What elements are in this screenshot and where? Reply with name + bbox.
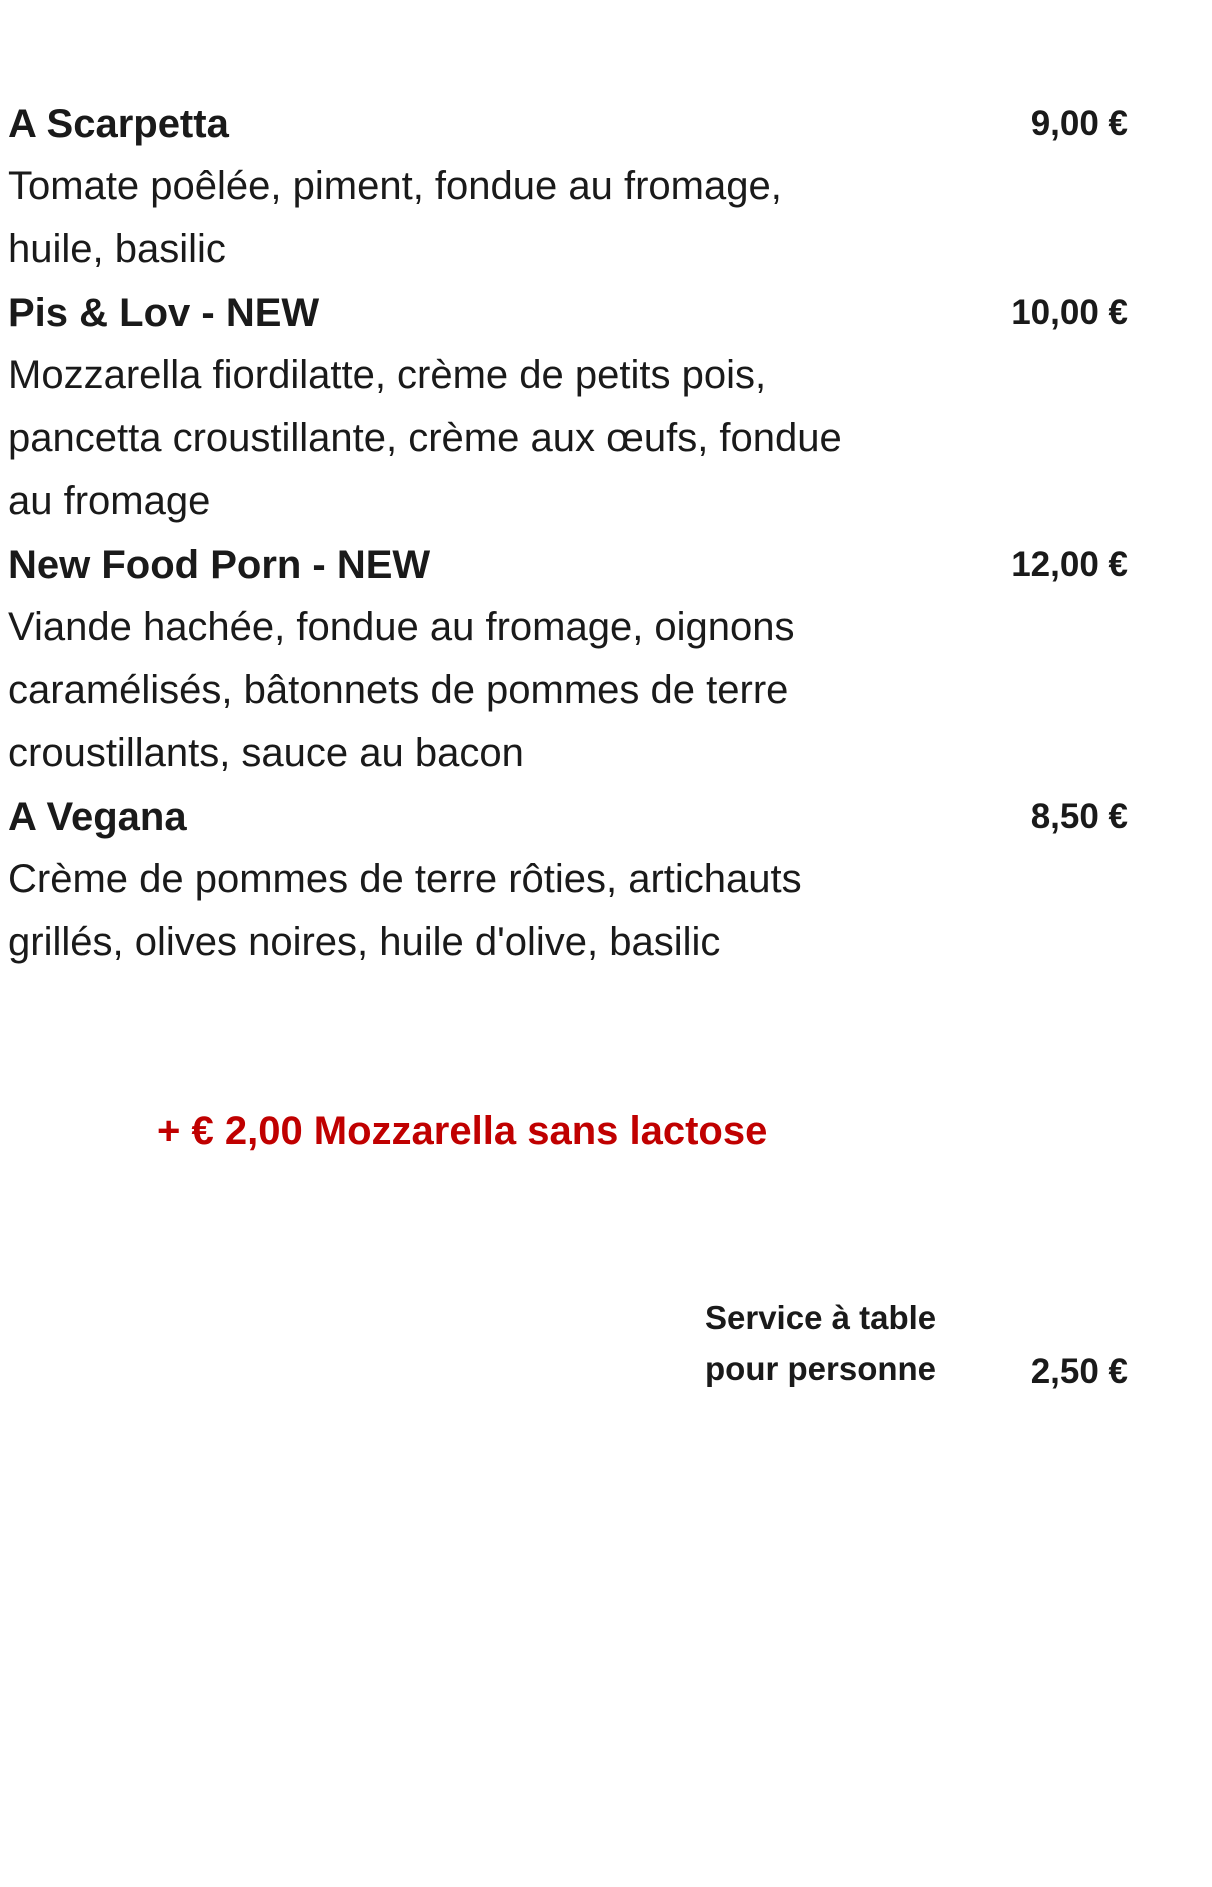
item-price: 8,50 € — [1030, 797, 1128, 836]
service-fee-price: 2,50 € — [1030, 1352, 1128, 1391]
item-name: New Food Porn - NEW — [8, 543, 431, 587]
description-line: pancetta croustillante, crème aux œufs, fondue — [8, 416, 842, 460]
item-price: 10,00 € — [1011, 293, 1128, 332]
description-line: huile, basilic — [8, 227, 226, 271]
service-label-line: pour personne — [705, 1350, 937, 1387]
item-name: Pis & Lov - NEW — [8, 291, 320, 335]
item-description — [8, 848, 938, 974]
item-description — [8, 596, 938, 785]
item-name: A Vegana — [8, 795, 187, 839]
service-label-line: Service à table — [705, 1299, 937, 1336]
description-line: Mozzarella fiordilatte, crème de petits pois, — [8, 353, 767, 397]
item-description — [8, 344, 938, 533]
description-line: Tomate poêlée, piment, fondue au fromage, — [8, 164, 782, 208]
description-line: croustillants, sauce au bacon — [8, 731, 524, 775]
description-line: Crème de pommes de terre rôties, artichauts — [8, 857, 802, 901]
description-line: caramélisés, bâtonnets de pommes de terre — [8, 668, 789, 712]
item-price: 9,00 € — [1030, 104, 1128, 143]
description-line: Viande hachée, fondue au fromage, oignons — [8, 605, 795, 649]
lactose-free-supplement-note: + € 2,00 Mozzarella sans lactose — [157, 1109, 768, 1153]
item-price: 12,00 € — [1011, 545, 1128, 584]
item-name: A Scarpetta — [8, 102, 229, 146]
item-description — [8, 155, 938, 281]
description-line: au fromage — [8, 479, 211, 523]
description-line: grillés, olives noires, huile d'olive, basilic — [8, 920, 721, 964]
service-fee-label — [705, 1292, 936, 1394]
